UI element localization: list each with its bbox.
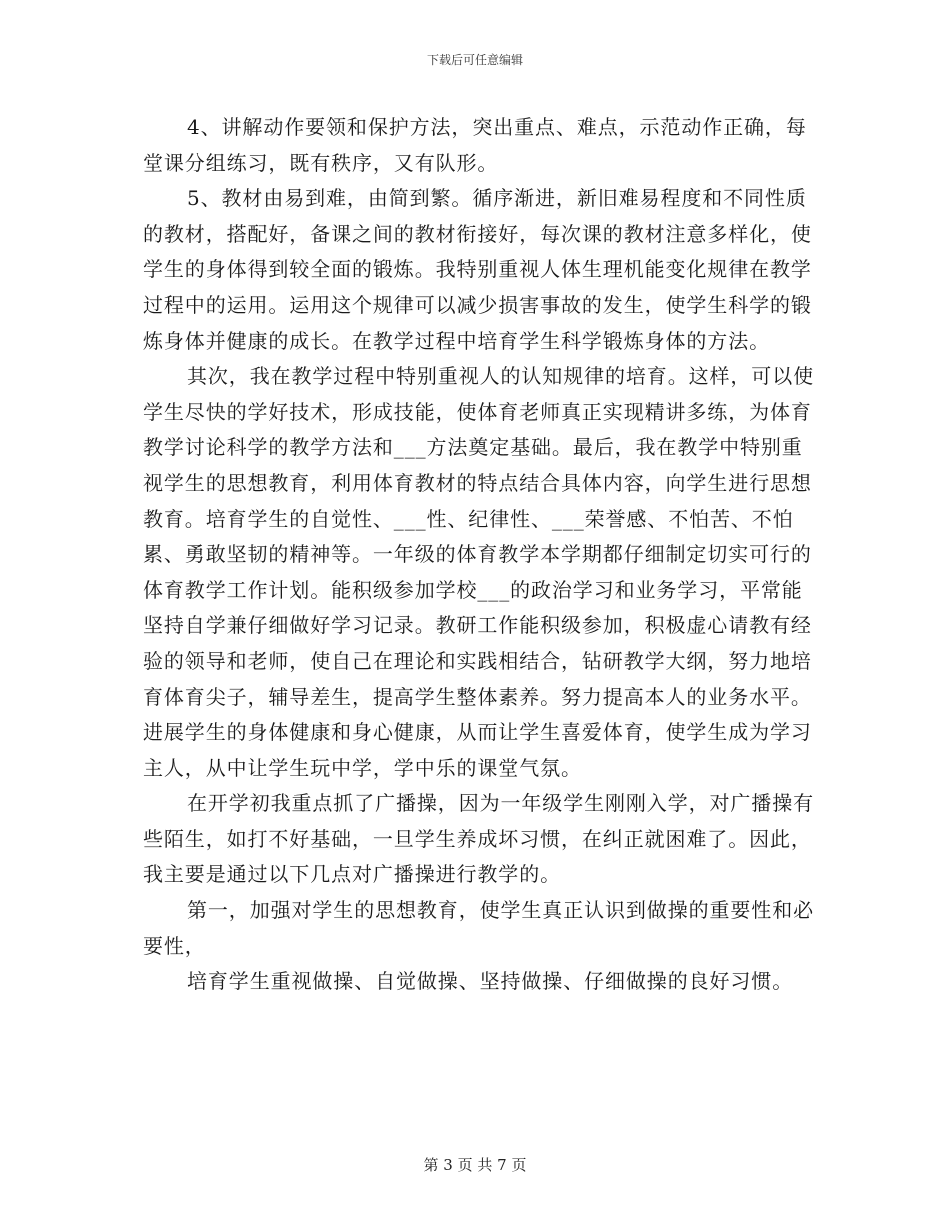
page-header-note: 下载后可任意编辑	[426, 53, 523, 67]
paragraph-cognitive-rules: 其次，我在教学过程中特别重视人的认知规律的培育。这样，可以使学生尽快的学好技术，形成技能，使体育老师真正实现精讲多练，为体育教学讨论科学的教学方法和___方法奠定基础。最后，我在教学中特别重视学生的思想教育，利用体育教材的特点结合具体内容，向学生进行思想教育。培育学生的自觉性、___性、纪律性、___荣誉感、不怕苦、不怕累、勇敢坚韧的精神等。一年级的体育教学本学期都仔细制定切实可行的体育教学工作计划。能积级参加学校___的政治学习和业务学习，平常能坚持自学兼仔细做好学习记录。教研工作能积级参加，积极虚心请教有经验的领导和老师，使自己在理论和实践相结合，钻研教学大纲，努力地培育体育尖子，辅导差生，提高学生整体素养。努力提高本人的业务水平。进展学生的身体健康和身心健康，从而让学生喜爱体育，使学生成为学习主人，从中让学生玩中学，学中乐的课堂气氛。	[143, 364, 814, 780]
document-body	[143, 110, 823, 1000]
paragraph-broadcast-exercise: 在开学初我重点抓了广播操，因为一年级学生刚刚入学，对广播操有些陌生，如打不好基础，一旦学生养成坏习惯，在纠正就困难了。因此，我主要是通过以下几点对广播操进行教学的。	[143, 791, 814, 887]
paragraph-first-point: 第一，加强对学生的思想教育，使学生真正认识到做操的重要性和必要性，	[143, 898, 814, 958]
paragraph-point-5: 5、教材由易到难，由简到繁。循序渐进，新旧难易程度和不同性质的教材，搭配好，备课之间的教材衔接好，每次课的教材注意多样化，使学生的身体得到较全面的锻炼。我特别重视人体生理机能变化规律在教学过程中的运用。运用这个规律可以减少损害事故的发生，使学生科学的锻炼身体并健康的成长。在教学过程中培育学生科学锻炼身体的方法。	[143, 186, 812, 353]
paragraph-good-habits: 培育学生重视做操、自觉做操、坚持做操、仔细做操的良好习惯。	[187, 969, 794, 994]
paragraph-point-4: 4、讲解动作要领和保护方法，突出重点、难点，示范动作正确，每堂课分组练习，既有秩序，又有队形。	[143, 115, 807, 175]
page-number: 第 3 页 共 7 页	[423, 1156, 527, 1174]
